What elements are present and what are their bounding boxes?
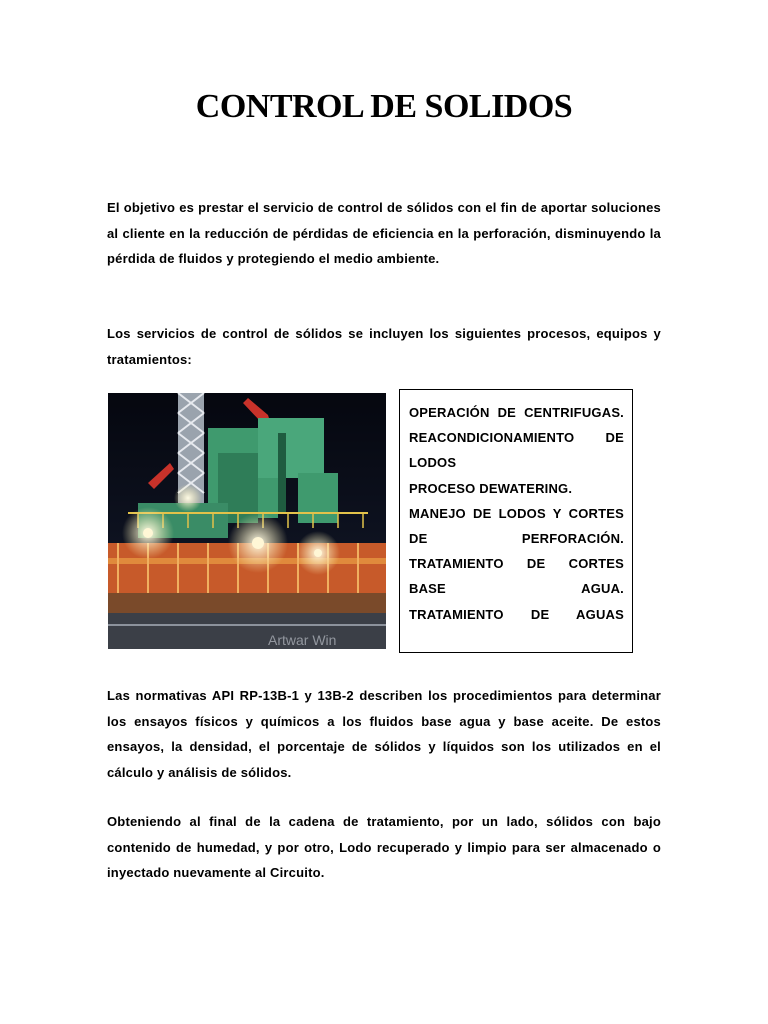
photo-watermark: Artwar Win	[268, 632, 337, 648]
list-item: TRATAMIENTO DE CORTES BASE AGUA.	[409, 556, 624, 597]
list-item: REACONDICIONAMIENTO DE LODOS	[409, 430, 624, 471]
list-item: PROCESO DEWATERING.	[409, 480, 573, 496]
services-list-box	[399, 389, 633, 653]
document-title: CONTROL DE SOLIDOS	[195, 88, 573, 125]
services-intro-paragraph: Los servicios de control de sólidos se incluyen los siguientes procesos, equipos y tratamientos:	[107, 326, 661, 367]
conclusion-paragraph: Obteniendo al final de la cadena de tratamiento, por un lado, sólidos con bajo contenido de humedad, y por otro, Lodo recuperado y limpio para ser almacenado o inyectado nuevamente al Circuito.	[107, 814, 661, 880]
list-item: MANEJO DE LODOS Y CORTES DE PERFORACIÓN.	[409, 505, 624, 547]
services-list	[409, 400, 624, 627]
list-item: TRATAMIENTO DE AGUAS	[409, 606, 624, 622]
list-item: OPERACIÓN DE CENTRIFUGAS.	[409, 405, 624, 420]
intro-paragraph: El objetivo es prestar el servicio de control de sólidos con el fin de aportar soluciones al cliente en la reducción de pérdidas de eficiencia en la perforación, disminuyendo la pérdida de fluidos y protegiendo el medio ambiente.	[107, 200, 661, 266]
drilling-rig-photo	[108, 393, 386, 649]
regulations-paragraph: Las normativas API RP-13B-1 y 13B-2 describen los procedimientos para determinar los ensayos físicos y químicos a los fluidos base agua y base aceite. De estos ensayos, la densidad, el porcentaje de sólidos y líquidos son los utilizados en el cálculo y análisis de sólidos.	[107, 688, 661, 780]
